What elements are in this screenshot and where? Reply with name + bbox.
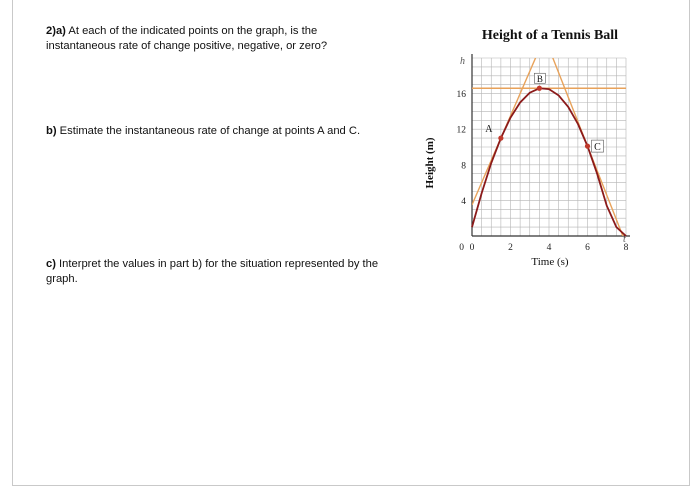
y-axis-variable: h	[460, 56, 465, 67]
question-b	[46, 124, 416, 139]
origin-label: 0	[459, 243, 464, 253]
question-c	[46, 257, 396, 286]
y-axis-label: Height (m)	[424, 137, 436, 189]
tennis-ball-chart	[410, 18, 650, 288]
x-tick-label: 6	[585, 243, 590, 253]
point-label-a: A	[485, 124, 493, 136]
question-c-text: Interpret the values in part b) for the situation represented by the graph.	[46, 258, 379, 285]
question-a	[46, 24, 386, 53]
point-label-c: C	[594, 142, 601, 154]
point-a	[498, 136, 503, 141]
point-b	[537, 86, 542, 91]
x-tick-label: 8	[623, 243, 629, 253]
y-tick-label: 12	[456, 125, 466, 136]
y-tick-label: 16	[456, 90, 466, 101]
x-tick-label: 4	[546, 243, 552, 253]
x-axis-label: Time (s)	[531, 256, 569, 268]
point-label-b: B	[536, 73, 543, 84]
question-a-label: 2)a)	[46, 25, 66, 37]
question-c-label: c)	[46, 258, 56, 270]
question-a-text: At each of the indicated points on the graph, is the instantaneous rate of change positive, negative, or zero?	[46, 25, 328, 52]
y-tick-label: 4	[461, 196, 466, 207]
x-tick-label: 0	[469, 243, 475, 253]
x-tick-label: 2	[508, 243, 513, 253]
question-b-text: Estimate the instantaneous rate of change at points A and C.	[56, 125, 361, 137]
x-axis-variable: t	[623, 234, 626, 245]
chart-title: Height of a Tennis Ball	[481, 28, 619, 43]
question-b-label: b)	[46, 125, 57, 137]
point-c	[585, 144, 590, 149]
y-tick-label: 8	[461, 161, 466, 172]
